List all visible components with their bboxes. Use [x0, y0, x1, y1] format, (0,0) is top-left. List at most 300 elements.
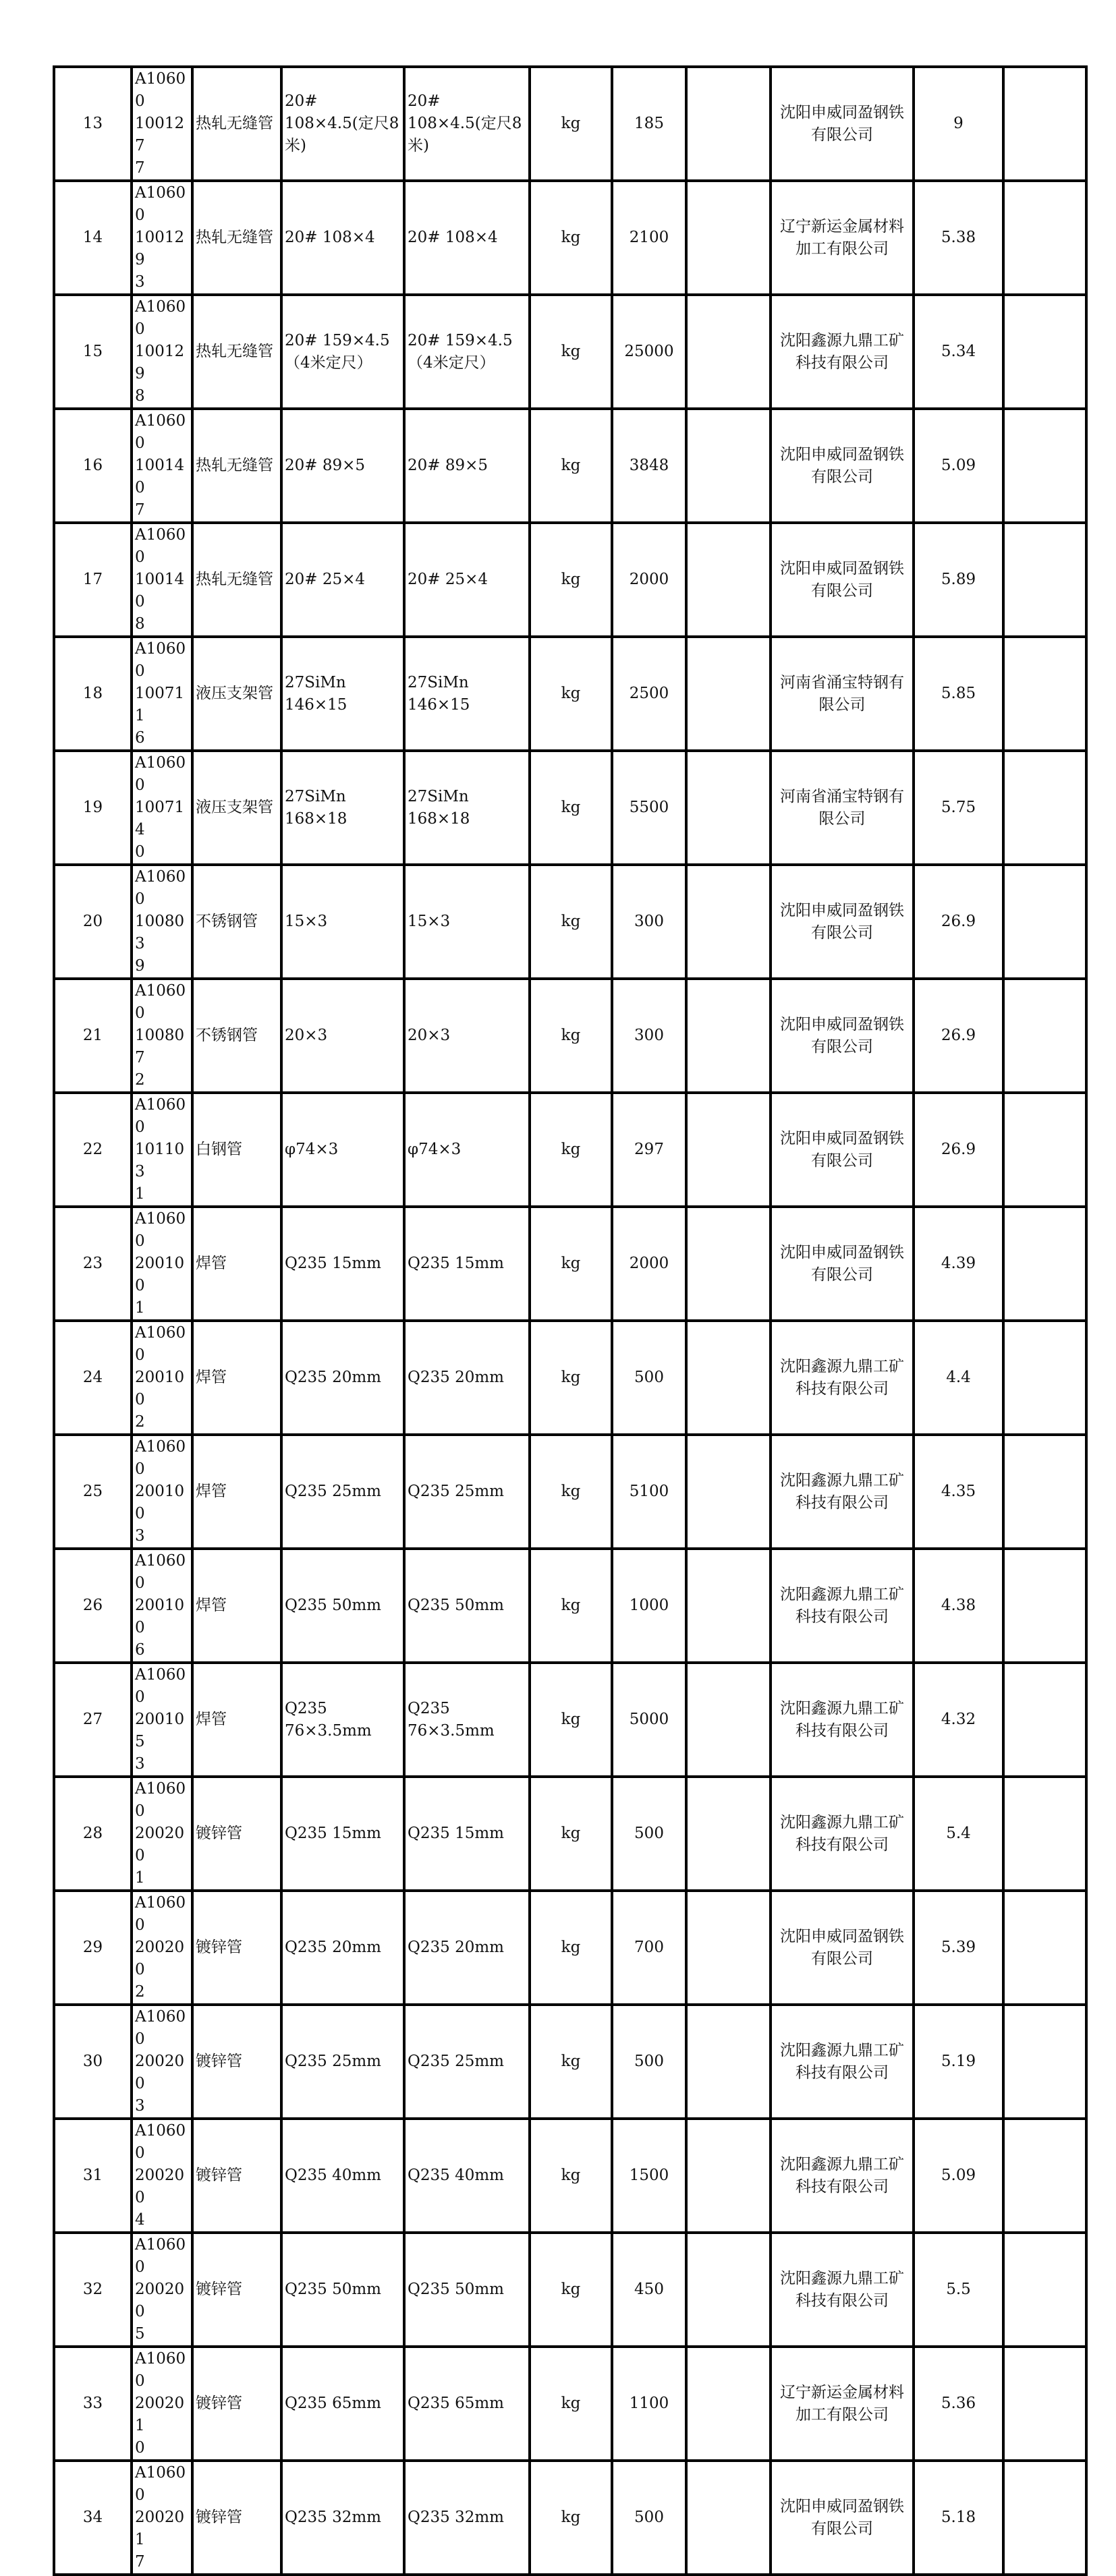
empty-cell — [686, 2233, 771, 2347]
remarks-cell — [1003, 1891, 1086, 2005]
material-code-part: 8 — [135, 615, 145, 633]
empty-cell — [686, 1093, 771, 1207]
empty-cell — [686, 1207, 771, 1321]
remarks-cell — [1003, 1093, 1086, 1207]
material-code — [132, 1321, 192, 1435]
material-code-part: 100807 — [135, 1027, 185, 1066]
material-code-part: 0 — [135, 2439, 145, 2457]
material-code-part: 200201 — [135, 2395, 185, 2434]
material-code — [132, 1891, 192, 2005]
material-code — [132, 2005, 192, 2119]
material-code — [132, 979, 192, 1093]
material-code-part: A10600 — [135, 184, 186, 224]
table-row — [54, 2347, 1086, 2461]
empty-cell — [686, 1549, 771, 1663]
material-code-part: 2 — [135, 1983, 145, 2001]
specification: Q235 40mm — [281, 2119, 404, 2233]
unit: kg — [530, 2461, 612, 2575]
table-row — [54, 409, 1086, 523]
unit: kg — [530, 637, 612, 751]
specification: Q235 76×3.5mm — [281, 1663, 404, 1777]
material-name: 热轧无缝管 — [192, 181, 281, 295]
material-code — [132, 1549, 192, 1663]
supplier: 沈阳申威同盈钢铁有限公司 — [771, 409, 914, 523]
row-number: 22 — [54, 1093, 132, 1207]
table-row — [54, 295, 1086, 409]
material-code-part: 200201 — [135, 2509, 185, 2548]
row-number: 34 — [54, 2461, 132, 2575]
model: Q235 15mm — [404, 1207, 530, 1321]
quantity: 500 — [612, 2005, 686, 2119]
unit: kg — [530, 1093, 612, 1207]
remarks-cell — [1003, 979, 1086, 1093]
unit-price: 5.89 — [914, 523, 1003, 637]
material-name: 热轧无缝管 — [192, 67, 281, 181]
empty-cell — [686, 2005, 771, 2119]
material-name: 镀锌管 — [192, 2005, 281, 2119]
material-name: 液压支架管 — [192, 637, 281, 751]
material-code-part: A10600 — [135, 70, 186, 110]
quantity: 500 — [612, 1321, 686, 1435]
unit: kg — [530, 1435, 612, 1549]
unit: kg — [530, 865, 612, 979]
quantity: 500 — [612, 2461, 686, 2575]
material-code-part: A10600 — [135, 1438, 186, 1478]
specification: φ74×3 — [281, 1093, 404, 1207]
remarks-cell — [1003, 67, 1086, 181]
material-code — [132, 2119, 192, 2233]
specification: 20×3 — [281, 979, 404, 1093]
table-row — [54, 1435, 1086, 1549]
material-code-part: 0 — [135, 843, 145, 861]
remarks-cell — [1003, 409, 1086, 523]
material-code-part: 200200 — [135, 2167, 185, 2206]
row-number: 23 — [54, 1207, 132, 1321]
material-code-part: 2 — [135, 1071, 145, 1089]
material-code-part: A10600 — [135, 2008, 186, 2048]
row-number: 18 — [54, 637, 132, 751]
model: Q235 25mm — [404, 1435, 530, 1549]
quantity: 25000 — [612, 295, 686, 409]
material-code-part: 200100 — [135, 1369, 185, 1408]
quantity: 1100 — [612, 2347, 686, 2461]
unit-price: 4.38 — [914, 1549, 1003, 1663]
row-number: 19 — [54, 751, 132, 865]
material-code — [132, 1207, 192, 1321]
empty-cell — [686, 2461, 771, 2575]
material-code-part: A10600 — [135, 754, 186, 794]
supplier: 沈阳鑫源九鼎工矿科技有限公司 — [771, 1549, 914, 1663]
material-code-part: A10600 — [135, 2236, 186, 2276]
specification: 20# 25×4 — [281, 523, 404, 637]
supplier: 河南省涌宝特钢有限公司 — [771, 637, 914, 751]
specification: 20# 108×4.5(定尺8米) — [281, 67, 404, 181]
material-code-part: 1 — [135, 1185, 145, 1203]
material-code-part: 100140 — [135, 571, 185, 610]
model: Q235 50mm — [404, 1549, 530, 1663]
table-row — [54, 1093, 1086, 1207]
unit: kg — [530, 979, 612, 1093]
unit-price: 5.38 — [914, 181, 1003, 295]
unit-price: 4.39 — [914, 1207, 1003, 1321]
material-name: 镀锌管 — [192, 2347, 281, 2461]
material-code — [132, 523, 192, 637]
quantity: 297 — [612, 1093, 686, 1207]
row-number: 25 — [54, 1435, 132, 1549]
table-row — [54, 979, 1086, 1093]
material-code-part: A10600 — [135, 868, 186, 908]
specification: Q235 20mm — [281, 1891, 404, 2005]
empty-cell — [686, 979, 771, 1093]
supplier: 沈阳鑫源九鼎工矿科技有限公司 — [771, 2233, 914, 2347]
specification: Q235 20mm — [281, 1321, 404, 1435]
material-code-part: 100129 — [135, 343, 185, 382]
model: Q235 20mm — [404, 1321, 530, 1435]
material-name: 焊管 — [192, 1321, 281, 1435]
unit: kg — [530, 1321, 612, 1435]
model: 20×3 — [404, 979, 530, 1093]
material-name: 镀锌管 — [192, 2119, 281, 2233]
material-code-part: A10600 — [135, 526, 186, 566]
material-code-part: 200200 — [135, 1825, 185, 1864]
material-code-part: 101103 — [135, 1141, 185, 1180]
row-number: 13 — [54, 67, 132, 181]
quantity: 2100 — [612, 181, 686, 295]
material-code-part: A10600 — [135, 298, 186, 338]
specification: 27SiMn 146×15 — [281, 637, 404, 751]
supplier: 沈阳鑫源九鼎工矿科技有限公司 — [771, 1663, 914, 1777]
quantity: 3848 — [612, 409, 686, 523]
specification: Q235 32mm — [281, 2461, 404, 2575]
material-code-part: A10600 — [135, 1666, 186, 1706]
material-code — [132, 2347, 192, 2461]
unit: kg — [530, 409, 612, 523]
model: 27SiMn 146×15 — [404, 637, 530, 751]
supplier: 沈阳鑫源九鼎工矿科技有限公司 — [771, 1321, 914, 1435]
material-name: 镀锌管 — [192, 2461, 281, 2575]
specification: Q235 50mm — [281, 2233, 404, 2347]
unit: kg — [530, 295, 612, 409]
unit-price: 5.39 — [914, 1891, 1003, 2005]
empty-cell — [686, 1891, 771, 2005]
table-row — [54, 637, 1086, 751]
remarks-cell — [1003, 2119, 1086, 2233]
quantity: 300 — [612, 979, 686, 1093]
table-row — [54, 1663, 1086, 1777]
empty-cell — [686, 1777, 771, 1891]
model: Q235 15mm — [404, 1777, 530, 1891]
material-code-part: A10600 — [135, 2122, 186, 2162]
row-number: 14 — [54, 181, 132, 295]
material-code-part: 100714 — [135, 799, 185, 838]
material-code-part: 3 — [135, 2097, 145, 2115]
remarks-cell — [1003, 181, 1086, 295]
material-code-part: 7 — [135, 2553, 145, 2571]
row-number: 16 — [54, 409, 132, 523]
material-code-part: A10600 — [135, 1552, 186, 1592]
quantity: 300 — [612, 865, 686, 979]
specification: Q235 50mm — [281, 1549, 404, 1663]
row-number: 17 — [54, 523, 132, 637]
material-code-part: 9 — [135, 957, 145, 975]
specification: Q235 25mm — [281, 2005, 404, 2119]
model: 20# 25×4 — [404, 523, 530, 637]
table-row — [54, 2461, 1086, 2575]
model: Q235 25mm — [404, 2005, 530, 2119]
table-row — [54, 67, 1086, 181]
unit-price: 5.36 — [914, 2347, 1003, 2461]
material-code-part: A10600 — [135, 1210, 186, 1250]
material-code-part: 6 — [135, 729, 145, 747]
remarks-cell — [1003, 523, 1086, 637]
unit: kg — [530, 2233, 612, 2347]
material-code-part: A10600 — [135, 1096, 186, 1136]
unit: kg — [530, 181, 612, 295]
material-code-part: 200100 — [135, 1597, 185, 1636]
model: 20# 108×4.5(定尺8米) — [404, 67, 530, 181]
material-code — [132, 2461, 192, 2575]
material-code-part: A10600 — [135, 2350, 186, 2390]
material-code-part: 200100 — [135, 1255, 185, 1294]
material-code-part: 4 — [135, 2211, 145, 2229]
material-name: 不锈钢管 — [192, 979, 281, 1093]
material-name: 液压支架管 — [192, 751, 281, 865]
material-code-part: 5 — [135, 2325, 145, 2343]
supplier: 沈阳鑫源九鼎工矿科技有限公司 — [771, 2005, 914, 2119]
row-number: 31 — [54, 2119, 132, 2233]
material-code-part: 1 — [135, 1299, 145, 1317]
supplier: 河南省涌宝特钢有限公司 — [771, 751, 914, 865]
unit-price: 5.5 — [914, 2233, 1003, 2347]
specification: 20# 89×5 — [281, 409, 404, 523]
material-code-part: 200200 — [135, 2053, 185, 2092]
unit: kg — [530, 523, 612, 637]
material-code-part: 3 — [135, 273, 145, 291]
table-row — [54, 181, 1086, 295]
unit-price: 9 — [914, 67, 1003, 181]
material-code-part: 100711 — [135, 685, 185, 724]
unit-price: 4.4 — [914, 1321, 1003, 1435]
table-row — [54, 1891, 1086, 2005]
material-code-part: 7 — [135, 159, 145, 177]
quantity: 700 — [612, 1891, 686, 2005]
unit: kg — [530, 1207, 612, 1321]
quantity: 2000 — [612, 1207, 686, 1321]
model: Q235 50mm — [404, 2233, 530, 2347]
table-row — [54, 865, 1086, 979]
unit-price: 4.35 — [914, 1435, 1003, 1549]
model: 20# 108×4 — [404, 181, 530, 295]
remarks-cell — [1003, 2461, 1086, 2575]
material-code — [132, 1435, 192, 1549]
material-code-part: 100140 — [135, 457, 185, 496]
unit: kg — [530, 1549, 612, 1663]
material-code — [132, 1663, 192, 1777]
remarks-cell — [1003, 2347, 1086, 2461]
material-code-part: 200100 — [135, 1483, 185, 1522]
supplier: 沈阳鑫源九鼎工矿科技有限公司 — [771, 2119, 914, 2233]
quantity: 450 — [612, 2233, 686, 2347]
quantity: 1000 — [612, 1549, 686, 1663]
material-name: 不锈钢管 — [192, 865, 281, 979]
unit-price: 26.9 — [914, 979, 1003, 1093]
material-code — [132, 1777, 192, 1891]
model: 27SiMn 168×18 — [404, 751, 530, 865]
unit-price: 5.09 — [914, 409, 1003, 523]
remarks-cell — [1003, 751, 1086, 865]
empty-cell — [686, 2347, 771, 2461]
table-row — [54, 1777, 1086, 1891]
empty-cell — [686, 1663, 771, 1777]
specification: 15×3 — [281, 865, 404, 979]
row-number: 21 — [54, 979, 132, 1093]
quantity: 500 — [612, 1777, 686, 1891]
empty-cell — [686, 2119, 771, 2233]
empty-cell — [686, 1435, 771, 1549]
material-name: 热轧无缝管 — [192, 523, 281, 637]
row-number: 33 — [54, 2347, 132, 2461]
row-number: 29 — [54, 1891, 132, 2005]
table-row — [54, 751, 1086, 865]
remarks-cell — [1003, 1663, 1086, 1777]
material-name: 焊管 — [192, 1663, 281, 1777]
material-code — [132, 295, 192, 409]
remarks-cell — [1003, 1549, 1086, 1663]
supplier: 辽宁新运金属材料加工有限公司 — [771, 181, 914, 295]
model: Q235 32mm — [404, 2461, 530, 2575]
material-code-part: 3 — [135, 1527, 145, 1545]
remarks-cell — [1003, 1321, 1086, 1435]
remarks-cell — [1003, 1777, 1086, 1891]
quantity: 5000 — [612, 1663, 686, 1777]
unit-price: 5.85 — [914, 637, 1003, 751]
material-code-part: 100127 — [135, 115, 185, 154]
unit-price: 5.34 — [914, 295, 1003, 409]
unit-price: 26.9 — [914, 865, 1003, 979]
material-code-part: A10600 — [135, 640, 186, 680]
specification: Q235 15mm — [281, 1777, 404, 1891]
specification: Q235 15mm — [281, 1207, 404, 1321]
empty-cell — [686, 409, 771, 523]
material-name: 镀锌管 — [192, 2233, 281, 2347]
material-code — [132, 865, 192, 979]
quantity: 185 — [612, 67, 686, 181]
unit: kg — [530, 67, 612, 181]
model: Q235 40mm — [404, 2119, 530, 2233]
row-number: 20 — [54, 865, 132, 979]
table-row — [54, 1549, 1086, 1663]
material-code-part: 3 — [135, 1755, 145, 1773]
model: Q235 76×3.5mm — [404, 1663, 530, 1777]
material-code-part: 8 — [135, 387, 145, 405]
supplier: 辽宁新运金属材料加工有限公司 — [771, 2347, 914, 2461]
row-number: 28 — [54, 1777, 132, 1891]
unit: kg — [530, 1777, 612, 1891]
material-code-part: A10600 — [135, 1324, 186, 1364]
material-code — [132, 1093, 192, 1207]
remarks-cell — [1003, 2005, 1086, 2119]
material-name: 镀锌管 — [192, 1891, 281, 2005]
material-code — [132, 409, 192, 523]
supplier: 沈阳申威同盈钢铁有限公司 — [771, 1093, 914, 1207]
row-number: 27 — [54, 1663, 132, 1777]
remarks-cell — [1003, 1207, 1086, 1321]
material-code-part: 200200 — [135, 1939, 185, 1978]
material-code-part: A10600 — [135, 1894, 186, 1934]
empty-cell — [686, 1321, 771, 1435]
material-name: 焊管 — [192, 1435, 281, 1549]
unit: kg — [530, 1891, 612, 2005]
supplier: 沈阳申威同盈钢铁有限公司 — [771, 979, 914, 1093]
material-code-part: 200105 — [135, 1711, 185, 1750]
material-code-part: 1 — [135, 1869, 145, 1887]
empty-cell — [686, 181, 771, 295]
unit: kg — [530, 1663, 612, 1777]
remarks-cell — [1003, 295, 1086, 409]
unit: kg — [530, 2005, 612, 2119]
row-number: 30 — [54, 2005, 132, 2119]
unit-price: 5.19 — [914, 2005, 1003, 2119]
specification: 20# 108×4 — [281, 181, 404, 295]
table-row — [54, 2119, 1086, 2233]
unit-price: 26.9 — [914, 1093, 1003, 1207]
material-name: 焊管 — [192, 1207, 281, 1321]
table-row — [54, 1207, 1086, 1321]
remarks-cell — [1003, 637, 1086, 751]
empty-cell — [686, 865, 771, 979]
quantity: 2000 — [612, 523, 686, 637]
unit: kg — [530, 2119, 612, 2233]
material-code-part: A10600 — [135, 2464, 186, 2504]
empty-cell — [686, 523, 771, 637]
material-code-part: 100803 — [135, 913, 185, 952]
table-row — [54, 2233, 1086, 2347]
unit-price: 4.32 — [914, 1663, 1003, 1777]
supplier: 沈阳申威同盈钢铁有限公司 — [771, 1207, 914, 1321]
quantity: 2500 — [612, 637, 686, 751]
specification: 20# 159×4.5（4米定尺） — [281, 295, 404, 409]
row-number: 32 — [54, 2233, 132, 2347]
remarks-cell — [1003, 1435, 1086, 1549]
material-code-part: A10600 — [135, 1780, 186, 1820]
table-body — [54, 67, 1086, 2575]
supplier: 沈阳申威同盈钢铁有限公司 — [771, 865, 914, 979]
material-code — [132, 67, 192, 181]
empty-cell — [686, 751, 771, 865]
material-code-part: A10600 — [135, 412, 186, 452]
material-code — [132, 2233, 192, 2347]
supplier: 沈阳申威同盈钢铁有限公司 — [771, 1891, 914, 2005]
supplier: 沈阳申威同盈钢铁有限公司 — [771, 2461, 914, 2575]
model: 15×3 — [404, 865, 530, 979]
unit-price: 5.18 — [914, 2461, 1003, 2575]
material-name: 热轧无缝管 — [192, 409, 281, 523]
row-number: 24 — [54, 1321, 132, 1435]
table-row — [54, 1321, 1086, 1435]
unit: kg — [530, 2347, 612, 2461]
unit-price: 5.09 — [914, 2119, 1003, 2233]
remarks-cell — [1003, 2233, 1086, 2347]
material-code-part: 6 — [135, 1641, 145, 1659]
supplier: 沈阳鑫源九鼎工矿科技有限公司 — [771, 295, 914, 409]
supplier: 沈阳申威同盈钢铁有限公司 — [771, 67, 914, 181]
supplier: 沈阳申威同盈钢铁有限公司 — [771, 523, 914, 637]
unit-price: 5.4 — [914, 1777, 1003, 1891]
row-number: 26 — [54, 1549, 132, 1663]
quantity: 5100 — [612, 1435, 686, 1549]
material-name: 热轧无缝管 — [192, 295, 281, 409]
material-code-part: A10600 — [135, 982, 186, 1022]
